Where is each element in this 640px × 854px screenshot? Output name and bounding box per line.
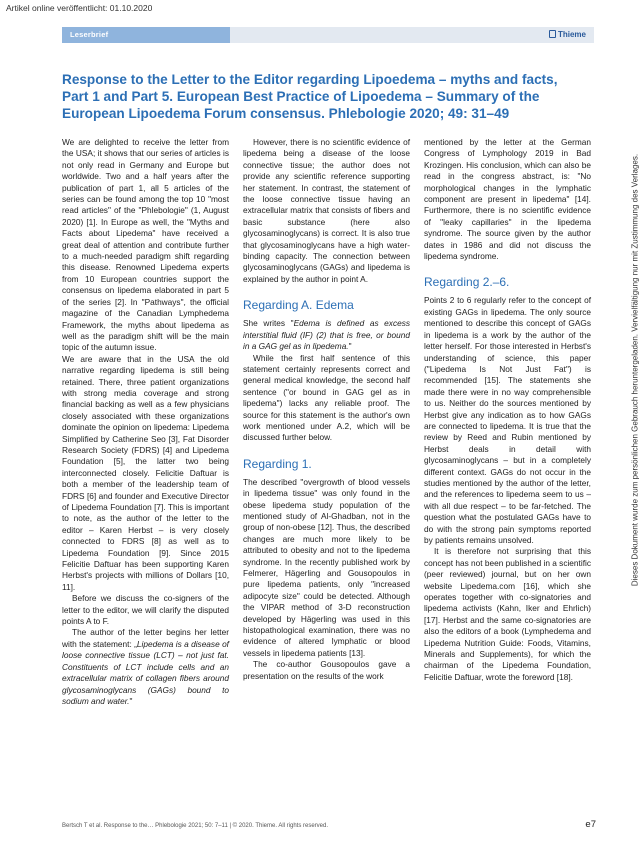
article-title: Response to the Letter to the Editor regarding Lipoedema – myths and facts, Part 1 and Part 5. European Best Practice of Lipoedema – Summary of the European Lipoedema Forum consensus. Phlebologie 2020; 49: 31–49 <box>62 72 558 121</box>
online-publication-notice: Artikel online veröffentlicht: 01.10.2020 <box>6 3 153 13</box>
text-run: " <box>129 695 133 706</box>
section-heading: Regarding 1. <box>243 456 312 471</box>
side-copyright-notice <box>628 60 640 680</box>
section-tab <box>62 27 230 43</box>
paragraph: While the first half sentence of this statement certainly represents correct and general medical knowledge, the second half sentence ("or bound in GAG gel as in lipedema") lacks any reliable proof. The source for this statement is the author's own work mentioned under A.2, which will be discussed further below. <box>243 352 410 443</box>
paragraph <box>62 627 229 707</box>
section-label: Leserbrief <box>70 30 109 39</box>
paragraph: The co-author Gousopoulos gave a presentation on the results of the work <box>243 659 410 681</box>
text-run: The author of the letter begins her letter with the statement: „ <box>62 627 229 649</box>
side-notice-text: Dieses Dokument wurde zum persönlichen Gebrauch heruntergeladen. Vervielfältigung nur mit Zustimmung des Verlages. <box>630 153 640 587</box>
citation-footer: Bertsch T et al. Response to the… Phlebologie 2021; 50: 7–11 | © 2020. Thieme. All rights reserved. <box>62 823 329 829</box>
publisher-name: Thieme <box>557 30 586 39</box>
quote-italic: Edema is defined as excess interstitial fluid (IF) (2) that is free, or bound in a GAG gel as in lipedema. <box>243 318 411 352</box>
header-band <box>230 27 594 43</box>
text-run: She writes " <box>243 318 294 329</box>
text-run: " <box>348 341 352 352</box>
section-heading: Regarding A. Edema <box>243 298 354 313</box>
paragraph: The described "overgrowth of blood vessels in lipedema tissue" was only found in the obese lipedema study population of the mentioned study of Al-Ghadban, not in the group of non-obese [12]. Thus, the described changes are much more likely to be attributed to obesity and not to the lipedema syndrome. In the recently published work by Felmerer, Hägerling and Gousopoulos in pure lipedema patients, only "increased adipocyte size" could be detected. Although the VIPAR method of 3-D reconstruction developed by Hägerling was used in this histopathological examination, there was no evidence of altered lymphatic or blood vessels in lipedema patients [13]. <box>243 476 410 658</box>
text-column-3 <box>424 137 591 683</box>
paragraph: We are delighted to receive the letter from the USA; it shows that our series of articles is not only read in Germany and Europe but worldwide. Two and a half years after the publication of part 1, all 5 articles of the series can be found among the top 10 "most read articles" of the "Phlebologie" (1, August 2020) [1]. In Europe as well, the "Myths and Facts about Lipedema" have received a great deal of attention and contribute further to a much-needed paradigm shift regarding this disease. Renowned Lipedema experts from 10 European countries support the consensus on lipedema elaborated in part 5 of the series [2]. In "Pathways", the official magazine of the Canadian Lymphedema Framework, the myths about lipedema as well as the paradigm shift will be the main topic of the autumn issue. <box>62 137 229 353</box>
thieme-logo <box>549 30 586 39</box>
journal-header <box>62 27 594 43</box>
paragraph <box>243 318 410 352</box>
section-heading: Regarding 2.–6. <box>424 275 510 290</box>
quote-italic: Lipedema is a disease of loose connective tissue (LCT) – not just fat. Constituents of LCT include cells and an extracellular matrix of collagen fibers around glycosaminoglycans (GAGs) bound to sodium and water. <box>62 638 229 706</box>
text-column-1 <box>62 137 229 707</box>
text-column-2 <box>243 137 410 682</box>
page-number: e7 <box>585 819 596 830</box>
paragraph: Before we discuss the co-signers of the letter to the editor, we will clarify the disputed points A to F. <box>62 593 229 627</box>
paragraph: However, there is no scientific evidence of lipedema being a disease of the loose connective tissue; the author does not provide any scientific reference supporting her statement. In contrast, the statement of the loose connective tissue having an extracellular matrix that consists of fibers and basic substance (here also glycosaminoglycans) is correct. It is also true that glycosaminoglycans have a high water-binding capacity. The connection between glycosaminoglycans (GAGs) and lipedema is explained by the author in point A. <box>243 137 410 284</box>
paragraph: mentioned by the letter at the German Congress of Lymphology 2019 in Bad Krozingen. His conclusion, which can also be read in the congress abstract, is: "No morphological changes in the lymphatic component are present in lipedema" [14]. Furthermore, there is no scientific evidence of "leaky capillaries" in the lipedema syndrome. The source given by the author dates in 1986 and did not discuss the lipedema syndrome. <box>424 137 591 262</box>
paragraph: It is therefore not surprising that this concept has not been published in a scientific (peer reviewed) journal, but on her own website Lipedema.com [16], which she operates together with co-signatories and lipedema activists (Kahn, Iker and Ehrlich) [17]. Herbst and the same co-signatories are also the editors of a book (Lymphedema and Lipedema Nutrition Guide: Foods, Vitamins, Minerals and Supplements), for which the chairman of the Lipedema Foundation, Felicitie Daftuar, wrote the foreword [18]. <box>424 546 591 682</box>
book-icon <box>549 30 556 38</box>
paragraph: Points 2 to 6 regularly refer to the concept of existing GAGs in lipedema. The only source mentioned to describe this concept of GAGs in lipedema is a work by the author of the letter herself. For those interested in Herbst's understanding of science, this paper ("Lipedema Is Not Just Fat") is recommended [15]. The statements she made there were in no way comprehensible to us. Neither do the sources mentioned by Herbst give any indication as to how GAGs are connected to lipedema. It is true that the review by Reed and Rubin mentioned by Herbst deals in detail with glycosaminoglycans – but in a completely different context. GAGs do not occur in the studies mentioned by the author of the letter, and the references to lipedema seem to us – with all due respect – to be far-fetched. The question what the postulated GAGs have to do with the strong pain symptoms reported by patients remains unsolved. <box>424 295 591 545</box>
paragraph: We are aware that in the USA the old narrative regarding lipedema is still being retained. There, three patient organizations with strong media coverage and strong financial backing as well as a few physicians closely associated with these organizations dominate the opinion on lipedema: Lipedema Simplified by Catherine Seo [3], Fat Disorder Research Society (FDRS) [4] and Lipedema Foundation [5], the latter two being interconnected closely. Felicitie Daftuar is both a member of the leadership team of FDRS [6] and founder and Executive Director of Lipedema Foundation [7]. This is important to note, as the author of the letter to the editor – Karen Herbst – is very closely connected to FDRS [8] as well as to Lipedema Foundation [9]. Since 2015 Felicitie Daftuar has been supporting Karen Herbst's projects with millions of Dollars [10, 11]. <box>62 353 229 592</box>
